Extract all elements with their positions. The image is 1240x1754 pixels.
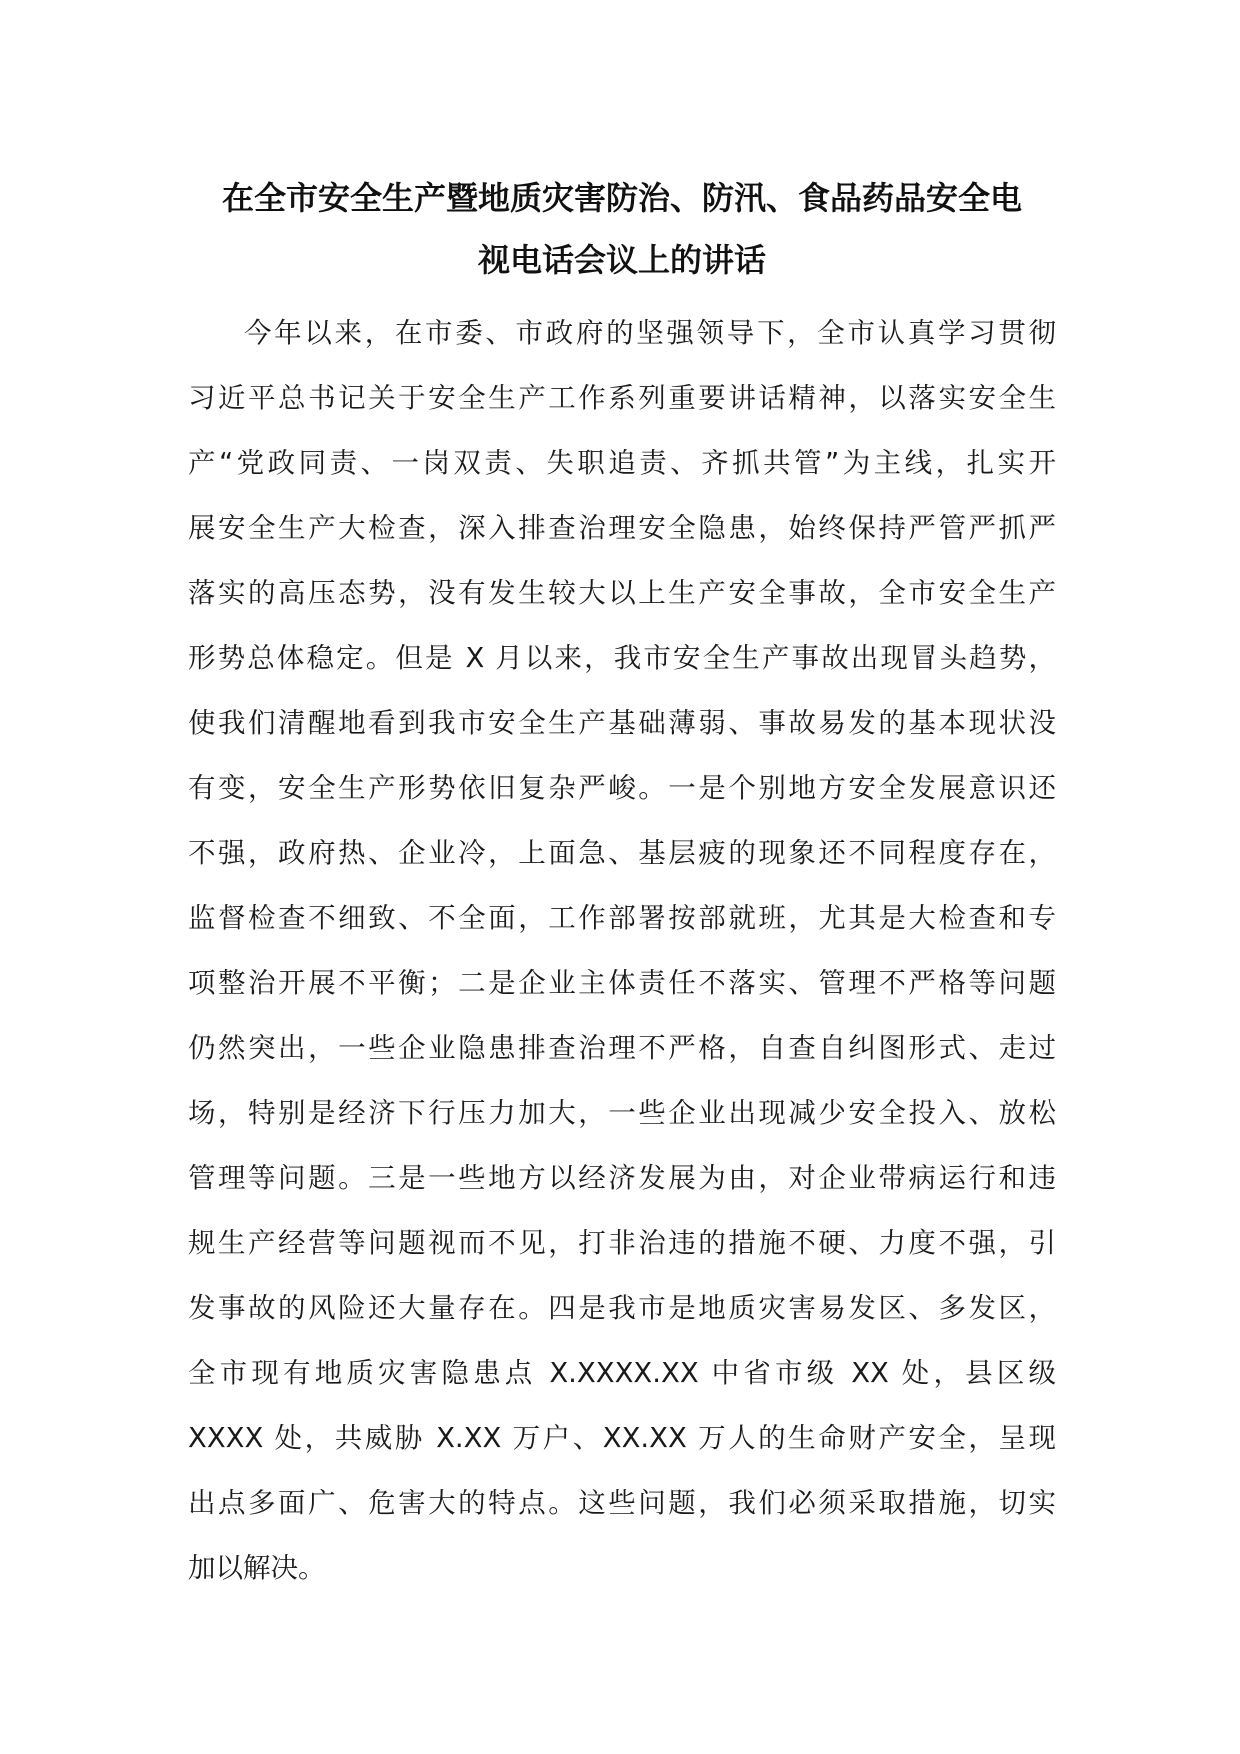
- paragraph-line: 使我们清醒地看到我市安全生产基础薄弱、事故易发的基本现状没: [188, 707, 1056, 739]
- paragraph-line: 展安全生产大检查，深入排查治理安全隐患，始终保持严管严抓严: [188, 512, 1056, 544]
- paragraph-line: 场，特别是经济下行压力加大，一些企业出现减少安全投入、放松: [188, 1097, 1056, 1129]
- paragraph-line: 管理等问题。三是一些地方以经济发展为由，对企业带病运行和违: [188, 1162, 1056, 1194]
- body-paragraph: [188, 301, 1056, 1601]
- paragraph-line: 习近平总书记关于安全生产工作系列重要讲话精神，以落实安全生: [188, 382, 1056, 414]
- paragraph-line: 项整治开展不平衡；二是企业主体责任不落实、管理不严格等问题: [188, 967, 1056, 999]
- paragraph-line: 有变，安全生产形势依旧复杂严峻。一是个别地方安全发展意识还: [188, 772, 1056, 804]
- paragraph-line: 产“党政同责、一岗双责、失职追责、齐抓共管”为主线，扎实开: [188, 447, 1056, 479]
- paragraph-line: 全市现有地质灾害隐患点 X.XXXX.XX 中省市级 XX 处，县区级: [188, 1357, 1056, 1389]
- paragraph-line: 形势总体稳定。但是 X 月以来，我市安全生产事故出现冒头趋势，: [188, 642, 1056, 674]
- paragraph-line: 出点多面广、危害大的特点。这些问题，我们必须采取措施，切实: [188, 1487, 1056, 1519]
- paragraph-line: 不强，政府热、企业冷，上面急、基层疲的现象还不同程度存在，: [188, 837, 1056, 869]
- paragraph-line: 落实的高压态势，没有发生较大以上生产安全事故，全市安全生产: [188, 577, 1056, 609]
- paragraph-line: 规生产经营等问题视而不见，打非治违的措施不硬、力度不强，引: [188, 1227, 1056, 1259]
- paragraph-line: 发事故的风险还大量存在。四是我市是地质灾害易发区、多发区，: [188, 1292, 1056, 1324]
- paragraph-line: XXXX 处，共威胁 X.XX 万户、XX.XX 万人的生命财产安全，呈现: [188, 1422, 1056, 1454]
- paragraph-line: 今年以来，在市委、市政府的坚强领导下，全市认真学习贯彻: [244, 317, 1056, 349]
- paragraph-line: 监督检查不细致、不全面，工作部署按部就班，尤其是大检查和专: [188, 902, 1056, 934]
- title-line: 视电话会议上的讲话: [477, 241, 766, 279]
- document-title: [188, 167, 1056, 291]
- paragraph-line: 加以解决。: [188, 1552, 326, 1584]
- title-line: 在全市安全生产暨地质灾害防治、防汛、食品药品安全电: [221, 179, 1022, 217]
- paragraph-line: 仍然突出，一些企业隐患排查治理不严格，自查自纠图形式、走过: [188, 1032, 1056, 1064]
